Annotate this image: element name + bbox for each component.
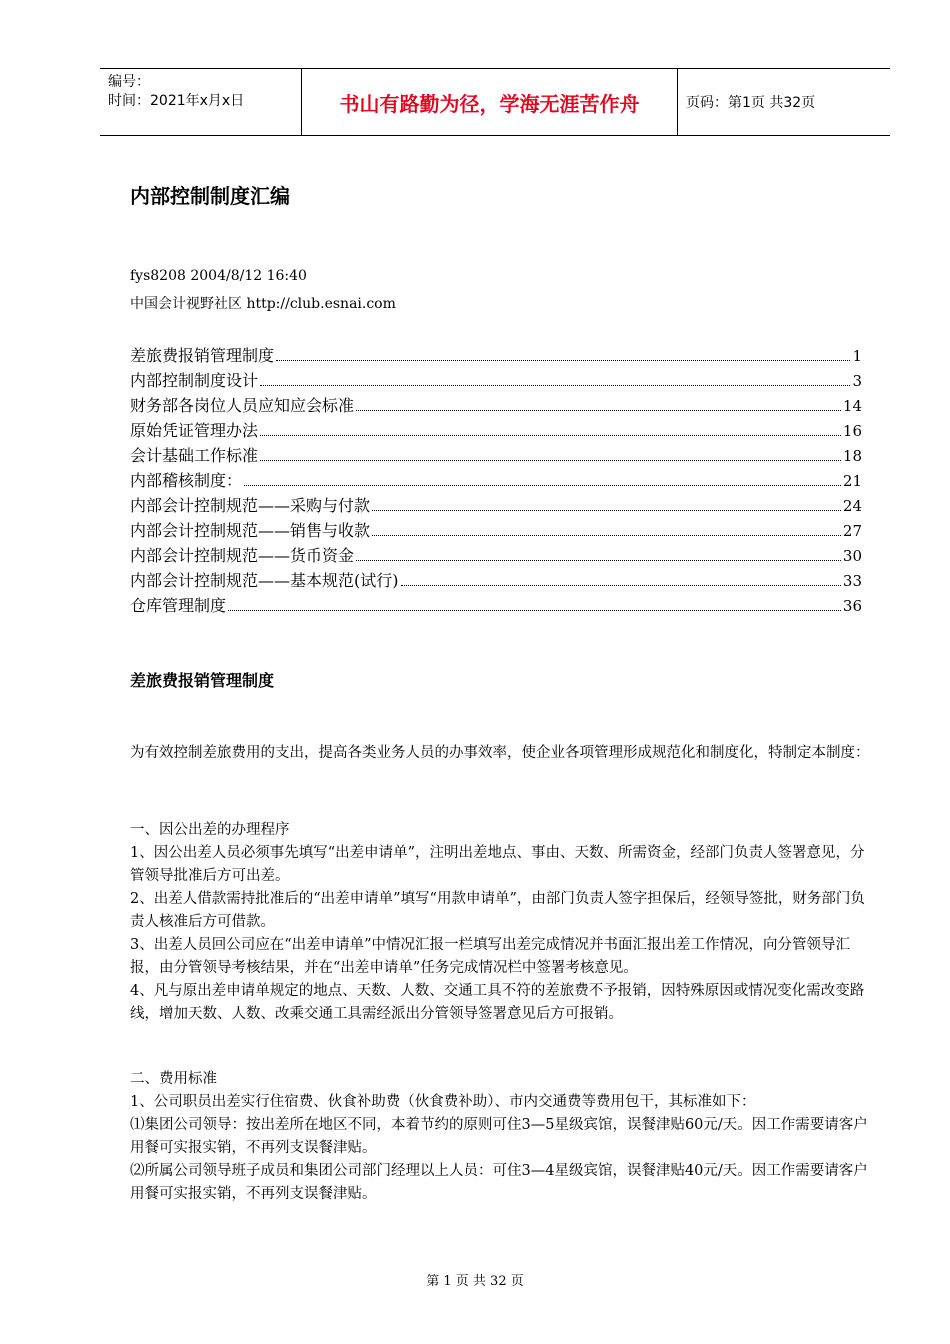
toc-entry-page: 21 <box>842 472 862 490</box>
part1-item: 3、出差人员回公司应在“出差申请单”中情况汇报一栏填写出差完成情况并书面汇报出差工作情况，向分管领导汇报，由分管领导考核结果，并在“出差申请单”任务完成情况栏中签署考核意见。 <box>130 937 851 976</box>
part1 <box>130 819 875 1026</box>
toc-dot-leader <box>356 559 841 561</box>
toc-entry[interactable] <box>130 518 862 543</box>
toc-dot-leader <box>244 484 841 486</box>
toc-dot-leader <box>372 509 841 511</box>
toc-entry-page: 14 <box>842 397 862 415</box>
part1-item: 4、凡与原出差申请单规定的地点、天数、人数、交通工具不符的差旅费不予报销，因特殊原因或情况变化需改变路线，增加天数、人数、改乘交通工具需经派出分管领导签署意见后方可报销。 <box>130 983 865 1022</box>
page-footer: 第 1 页 共 32 页 <box>426 1274 524 1289</box>
part1-item: 2、出差人借款需持批准后的“出差申请单”填写“用款申请单”，由部门负责人签字担保后，经领导签批，财务部门负责人核准后方可借款。 <box>130 891 865 930</box>
toc-entry-label: 仓库管理制度 <box>130 596 227 615</box>
toc-entry-label: 原始凭证管理办法 <box>130 421 259 440</box>
part2-item: 1、公司职员出差实行住宿费、伙食补助费（伙食费补助）、市内交通费等费用包干，其标准如下： <box>130 1094 756 1110</box>
header-time-label: 时间：2021年x月x日 <box>108 93 245 109</box>
toc-entry-page: 1 <box>852 347 862 365</box>
toc-entry[interactable] <box>130 493 862 518</box>
toc-entry-page: 16 <box>842 422 862 440</box>
toc-entry[interactable] <box>130 343 862 368</box>
toc-entry[interactable] <box>130 393 862 418</box>
document-title: 内部控制制度汇编 <box>130 184 290 208</box>
toc-entry[interactable] <box>130 418 862 443</box>
toc-entry[interactable] <box>130 593 862 618</box>
part2-item: ⑴集团公司领导：按出差所在地区不同，本着节约的原则可住3—5星级宾馆，误餐津贴60元/天。因工作需要请客户用餐可实报实销，不再列支误餐津贴。 <box>130 1117 868 1156</box>
part1-title: 一、因公出差的办理程序 <box>130 822 290 838</box>
part2-item: ⑵所属公司领导班子成员和集团公司部门经理以上人员：可住3—4星级宾馆，误餐津贴40元/天。因工作需要请客户用餐可实报实销，不再列支误餐津贴。 <box>130 1163 868 1202</box>
toc-entry-page: 24 <box>842 497 862 515</box>
toc-dot-leader <box>372 534 841 536</box>
toc-dot-leader <box>228 609 841 611</box>
toc-dot-leader <box>260 384 850 386</box>
toc-entry-label: 差旅费报销管理制度 <box>130 346 275 365</box>
page-header <box>100 68 890 136</box>
header-left-cell <box>100 69 302 135</box>
toc-entry-label: 内部会计控制规范——采购与付款 <box>130 496 371 515</box>
toc-entry[interactable] <box>130 468 862 493</box>
part2-title: 二、费用标准 <box>130 1071 217 1087</box>
toc-dot-leader <box>260 459 841 461</box>
toc-entry[interactable] <box>130 443 862 468</box>
toc-entry[interactable] <box>130 543 862 568</box>
toc-entry-label: 内部稽核制度： <box>130 471 243 490</box>
section-intro <box>130 742 875 765</box>
toc-entry[interactable] <box>130 368 862 393</box>
toc-dot-leader <box>260 434 841 436</box>
toc-entry-label: 财务部各岗位人员应知应会标准 <box>130 396 355 415</box>
toc-entry-label: 内部会计控制规范——货币资金 <box>130 546 355 565</box>
section-title: 差旅费报销管理制度 <box>130 671 275 690</box>
part1-item: 1、因公出差人员必须事先填写“出差申请单”，注明出差地点、事由、天数、所需资金，经部门负责人签署意见，分管领导批准后方可出差。 <box>130 845 865 884</box>
source-line: 中国会计视野社区 http://club.esnai.com <box>130 296 396 312</box>
intro-paragraph: 为有效控制差旅费用的支出，提高各类业务人员的办事效率，使企业各项管理形成规范化和制度化，特制定本制度： <box>130 745 870 761</box>
toc-entry-page: 3 <box>852 372 862 390</box>
author-line: fys8208 2004/8/12 16:40 <box>130 268 307 284</box>
header-number-label: 编号： <box>108 74 150 90</box>
toc-entry-label: 内部会计控制规范——销售与收款 <box>130 521 371 540</box>
toc-entry-page: 27 <box>842 522 862 540</box>
toc-entry-page: 30 <box>842 547 862 565</box>
part2 <box>130 1068 875 1206</box>
toc-dot-leader <box>401 584 841 586</box>
table-of-contents <box>130 343 862 618</box>
toc-entry-page: 36 <box>842 597 862 615</box>
header-page-info: 页码：第1页 共32页 <box>686 95 816 111</box>
toc-entry[interactable] <box>130 568 862 593</box>
toc-dot-leader <box>276 359 850 361</box>
toc-entry-page: 18 <box>842 447 862 465</box>
toc-entry-label: 内部控制制度设计 <box>130 371 259 390</box>
toc-entry-label: 内部会计控制规范——基本规范(试行) <box>130 571 399 590</box>
header-motto: 书山有路勤为径，学海无涯苦作舟 <box>302 69 678 135</box>
toc-entry-label: 会计基础工作标准 <box>130 446 259 465</box>
toc-entry-page: 33 <box>842 572 862 590</box>
toc-dot-leader <box>356 409 841 411</box>
